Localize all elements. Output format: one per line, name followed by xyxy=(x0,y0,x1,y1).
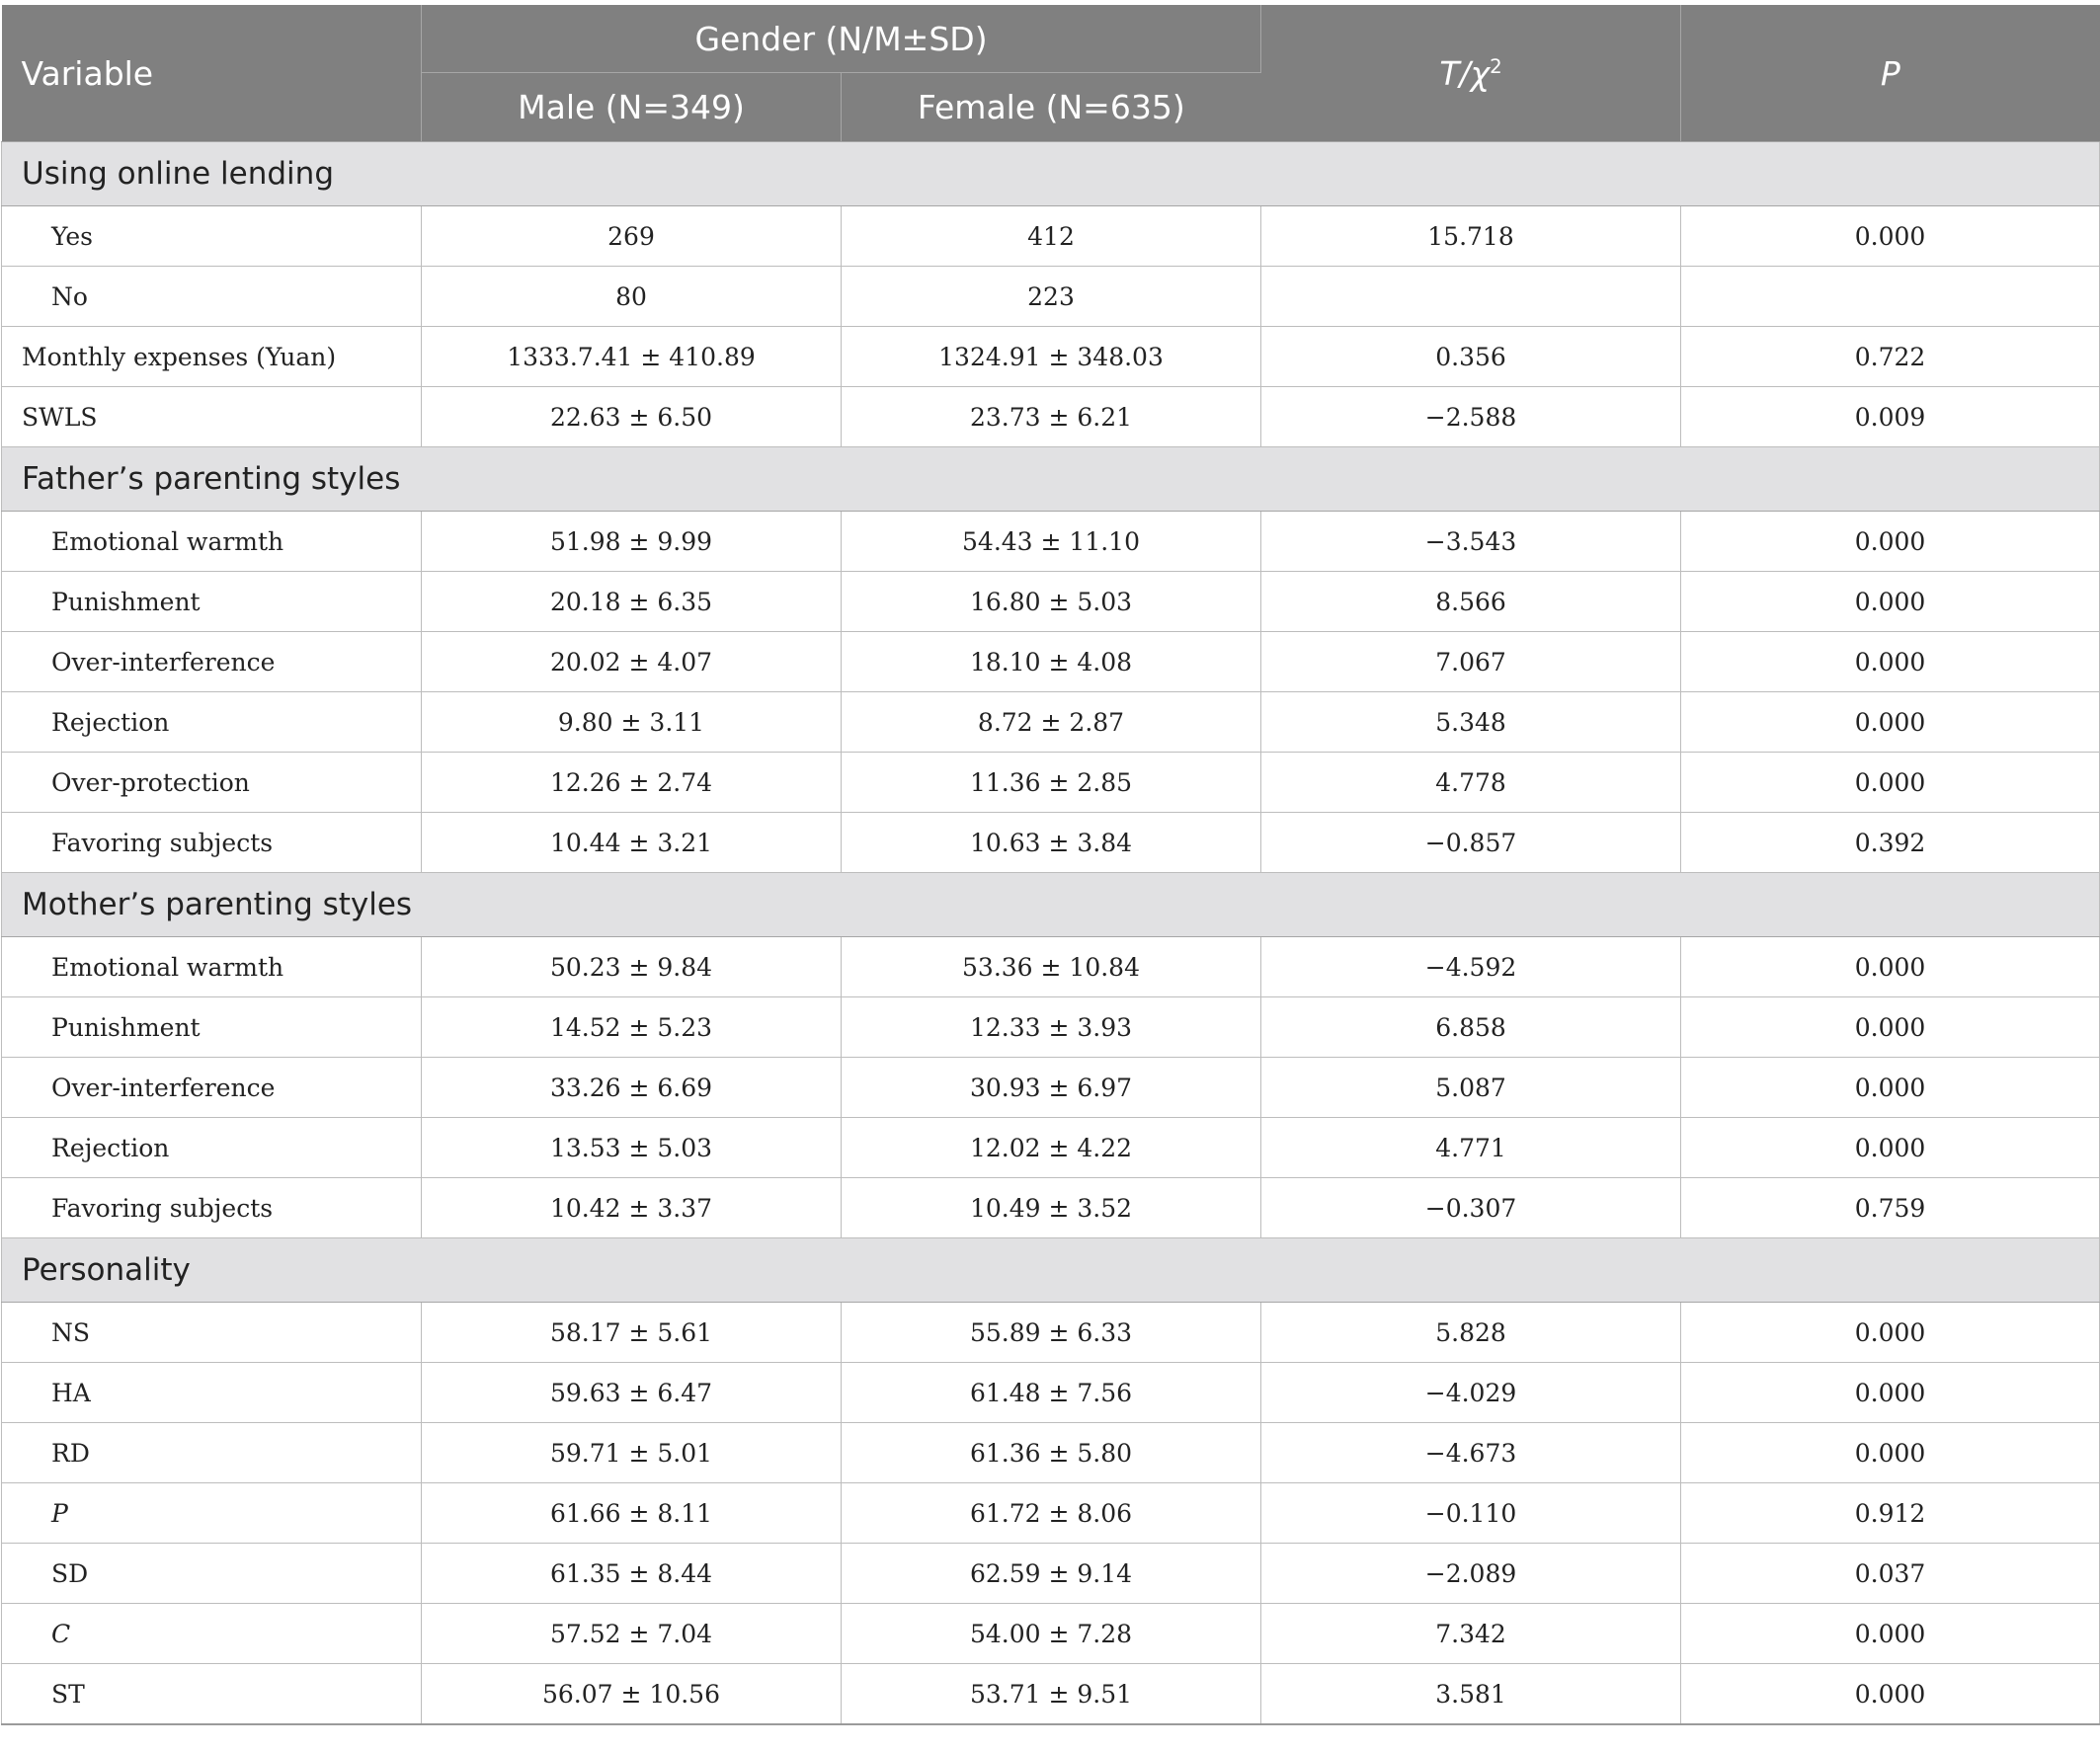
table-header xyxy=(2,5,2100,142)
section-row xyxy=(2,1238,2100,1303)
cell-stat: −2.089 xyxy=(1261,1544,1681,1604)
cell-p: 0.000 xyxy=(1681,997,2100,1058)
cell-male: 13.53 ± 5.03 xyxy=(422,1118,842,1178)
table-row xyxy=(2,512,2100,572)
cell-male: 10.44 ± 3.21 xyxy=(422,813,842,873)
cell-female: 62.59 ± 9.14 xyxy=(842,1544,1261,1604)
cell-male: 20.02 ± 4.07 xyxy=(422,632,842,692)
cell-stat: 7.342 xyxy=(1261,1604,1681,1664)
cell-stat: 8.566 xyxy=(1261,572,1681,632)
cell-female: 23.73 ± 6.21 xyxy=(842,387,1261,447)
header-stat-text: T/χ xyxy=(1439,53,1491,93)
cell-male: 59.71 ± 5.01 xyxy=(422,1423,842,1483)
cell-female: 10.63 ± 3.84 xyxy=(842,813,1261,873)
section-row xyxy=(2,447,2100,512)
cell-p: 0.000 xyxy=(1681,1423,2100,1483)
row-label: Emotional warmth xyxy=(2,512,422,572)
header-stat-superscript: 2 xyxy=(1490,54,1502,78)
cell-p: 0.759 xyxy=(1681,1178,2100,1238)
cell-male: 50.23 ± 9.84 xyxy=(422,937,842,997)
table-row xyxy=(2,206,2100,267)
row-label: Rejection xyxy=(2,1118,422,1178)
cell-stat: 3.581 xyxy=(1261,1664,1681,1725)
cell-stat: 0.356 xyxy=(1261,327,1681,387)
cell-p: 0.000 xyxy=(1681,1604,2100,1664)
cell-stat: 4.778 xyxy=(1261,753,1681,813)
cell-p: 0.000 xyxy=(1681,1303,2100,1363)
cell-male: 20.18 ± 6.35 xyxy=(422,572,842,632)
cell-stat: 5.087 xyxy=(1261,1058,1681,1118)
cell-p: 0.000 xyxy=(1681,753,2100,813)
cell-p: 0.000 xyxy=(1681,692,2100,753)
cell-male: 51.98 ± 9.99 xyxy=(422,512,842,572)
table-row xyxy=(2,753,2100,813)
header-male: Male (N=349) xyxy=(422,73,842,142)
cell-female: 54.43 ± 11.10 xyxy=(842,512,1261,572)
cell-female: 54.00 ± 7.28 xyxy=(842,1604,1261,1664)
section-personality: Personality xyxy=(2,1238,2100,1303)
cell-p: 0.392 xyxy=(1681,813,2100,873)
cell-stat: 5.828 xyxy=(1261,1303,1681,1363)
cell-p: 0.000 xyxy=(1681,937,2100,997)
cell-female: 53.71 ± 9.51 xyxy=(842,1664,1261,1725)
cell-female: 12.33 ± 3.93 xyxy=(842,997,1261,1058)
cell-stat: −4.592 xyxy=(1261,937,1681,997)
cell-male: 22.63 ± 6.50 xyxy=(422,387,842,447)
cell-p: 0.000 xyxy=(1681,1664,2100,1725)
row-label: C xyxy=(2,1604,422,1664)
row-label: Favoring subjects xyxy=(2,813,422,873)
cell-female: 61.36 ± 5.80 xyxy=(842,1423,1261,1483)
table-row xyxy=(2,572,2100,632)
cell-p: 0.009 xyxy=(1681,387,2100,447)
cell-stat: −4.673 xyxy=(1261,1423,1681,1483)
table-row xyxy=(2,1178,2100,1238)
cell-male: 59.63 ± 6.47 xyxy=(422,1363,842,1423)
cell-stat xyxy=(1261,267,1681,327)
row-label: ST xyxy=(2,1664,422,1725)
row-label: HA xyxy=(2,1363,422,1423)
header-stat xyxy=(1261,5,1681,142)
table-row xyxy=(2,937,2100,997)
cell-female: 16.80 ± 5.03 xyxy=(842,572,1261,632)
cell-female: 11.36 ± 2.85 xyxy=(842,753,1261,813)
cell-male: 33.26 ± 6.69 xyxy=(422,1058,842,1118)
table-row xyxy=(2,267,2100,327)
table-row xyxy=(2,632,2100,692)
cell-male: 61.35 ± 8.44 xyxy=(422,1544,842,1604)
table-row xyxy=(2,1118,2100,1178)
cell-female: 55.89 ± 6.33 xyxy=(842,1303,1261,1363)
table-row xyxy=(2,387,2100,447)
cell-male: 57.52 ± 7.04 xyxy=(422,1604,842,1664)
cell-stat: 4.771 xyxy=(1261,1118,1681,1178)
section-row xyxy=(2,142,2100,206)
header-p: P xyxy=(1681,5,2100,142)
header-variable: Variable xyxy=(2,5,422,142)
cell-female: 61.48 ± 7.56 xyxy=(842,1363,1261,1423)
row-label: SD xyxy=(2,1544,422,1604)
cell-male: 56.07 ± 10.56 xyxy=(422,1664,842,1725)
cell-stat: 5.348 xyxy=(1261,692,1681,753)
cell-male: 1333.7.41 ± 410.89 xyxy=(422,327,842,387)
cell-p: 0.912 xyxy=(1681,1483,2100,1544)
cell-male: 12.26 ± 2.74 xyxy=(422,753,842,813)
cell-stat: −0.307 xyxy=(1261,1178,1681,1238)
cell-p: 0.722 xyxy=(1681,327,2100,387)
cell-female: 30.93 ± 6.97 xyxy=(842,1058,1261,1118)
row-label: NS xyxy=(2,1303,422,1363)
row-label: SWLS xyxy=(2,387,422,447)
cell-female: 8.72 ± 2.87 xyxy=(842,692,1261,753)
cell-p: 0.000 xyxy=(1681,1118,2100,1178)
table-row xyxy=(2,1544,2100,1604)
row-label: Over-interference xyxy=(2,632,422,692)
cell-stat: −0.110 xyxy=(1261,1483,1681,1544)
header-female: Female (N=635) xyxy=(842,73,1261,142)
row-label: Rejection xyxy=(2,692,422,753)
cell-female: 18.10 ± 4.08 xyxy=(842,632,1261,692)
cell-p: 0.000 xyxy=(1681,1363,2100,1423)
cell-stat: 7.067 xyxy=(1261,632,1681,692)
header-gender-group: Gender (N/M±SD) xyxy=(422,5,1261,73)
cell-male: 14.52 ± 5.23 xyxy=(422,997,842,1058)
table-row xyxy=(2,813,2100,873)
row-label: Punishment xyxy=(2,572,422,632)
row-label: Over-protection xyxy=(2,753,422,813)
table-row xyxy=(2,1483,2100,1544)
cell-p: 0.000 xyxy=(1681,572,2100,632)
cell-p: 0.037 xyxy=(1681,1544,2100,1604)
cell-male: 9.80 ± 3.11 xyxy=(422,692,842,753)
section-mother-parenting: Mother’s parenting styles xyxy=(2,873,2100,937)
row-label: P xyxy=(2,1483,422,1544)
table-row xyxy=(2,997,2100,1058)
table-row xyxy=(2,1664,2100,1725)
cell-female: 1324.91 ± 348.03 xyxy=(842,327,1261,387)
table-row xyxy=(2,1058,2100,1118)
table-row xyxy=(2,1303,2100,1363)
cell-male: 269 xyxy=(422,206,842,267)
cell-stat: 15.718 xyxy=(1261,206,1681,267)
cell-stat: −2.588 xyxy=(1261,387,1681,447)
cell-female: 61.72 ± 8.06 xyxy=(842,1483,1261,1544)
table-row xyxy=(2,327,2100,387)
cell-stat: 6.858 xyxy=(1261,997,1681,1058)
row-label: RD xyxy=(2,1423,422,1483)
table-row xyxy=(2,1604,2100,1664)
section-online-lending: Using online lending xyxy=(2,142,2100,206)
cell-p: 0.000 xyxy=(1681,632,2100,692)
cell-stat: −0.857 xyxy=(1261,813,1681,873)
cell-female: 10.49 ± 3.52 xyxy=(842,1178,1261,1238)
cell-p xyxy=(1681,267,2100,327)
cell-p: 0.000 xyxy=(1681,512,2100,572)
row-label: Punishment xyxy=(2,997,422,1058)
cell-male: 80 xyxy=(422,267,842,327)
table-body xyxy=(2,142,2100,1725)
cell-stat: −3.543 xyxy=(1261,512,1681,572)
cell-male: 10.42 ± 3.37 xyxy=(422,1178,842,1238)
cell-male: 61.66 ± 8.11 xyxy=(422,1483,842,1544)
cell-p: 0.000 xyxy=(1681,1058,2100,1118)
row-label: No xyxy=(2,267,422,327)
cell-female: 12.02 ± 4.22 xyxy=(842,1118,1261,1178)
table-row xyxy=(2,1363,2100,1423)
row-label: Emotional warmth xyxy=(2,937,422,997)
cell-female: 412 xyxy=(842,206,1261,267)
cell-stat: −4.029 xyxy=(1261,1363,1681,1423)
cell-female: 223 xyxy=(842,267,1261,327)
section-father-parenting: Father’s parenting styles xyxy=(2,447,2100,512)
cell-male: 58.17 ± 5.61 xyxy=(422,1303,842,1363)
row-label: Over-interference xyxy=(2,1058,422,1118)
table-row xyxy=(2,1423,2100,1483)
cell-p: 0.000 xyxy=(1681,206,2100,267)
cell-female: 53.36 ± 10.84 xyxy=(842,937,1261,997)
row-label: Favoring subjects xyxy=(2,1178,422,1238)
table-row xyxy=(2,692,2100,753)
row-label: Monthly expenses (Yuan) xyxy=(2,327,422,387)
row-label: Yes xyxy=(2,206,422,267)
statistics-table xyxy=(1,5,2100,1725)
section-row xyxy=(2,873,2100,937)
